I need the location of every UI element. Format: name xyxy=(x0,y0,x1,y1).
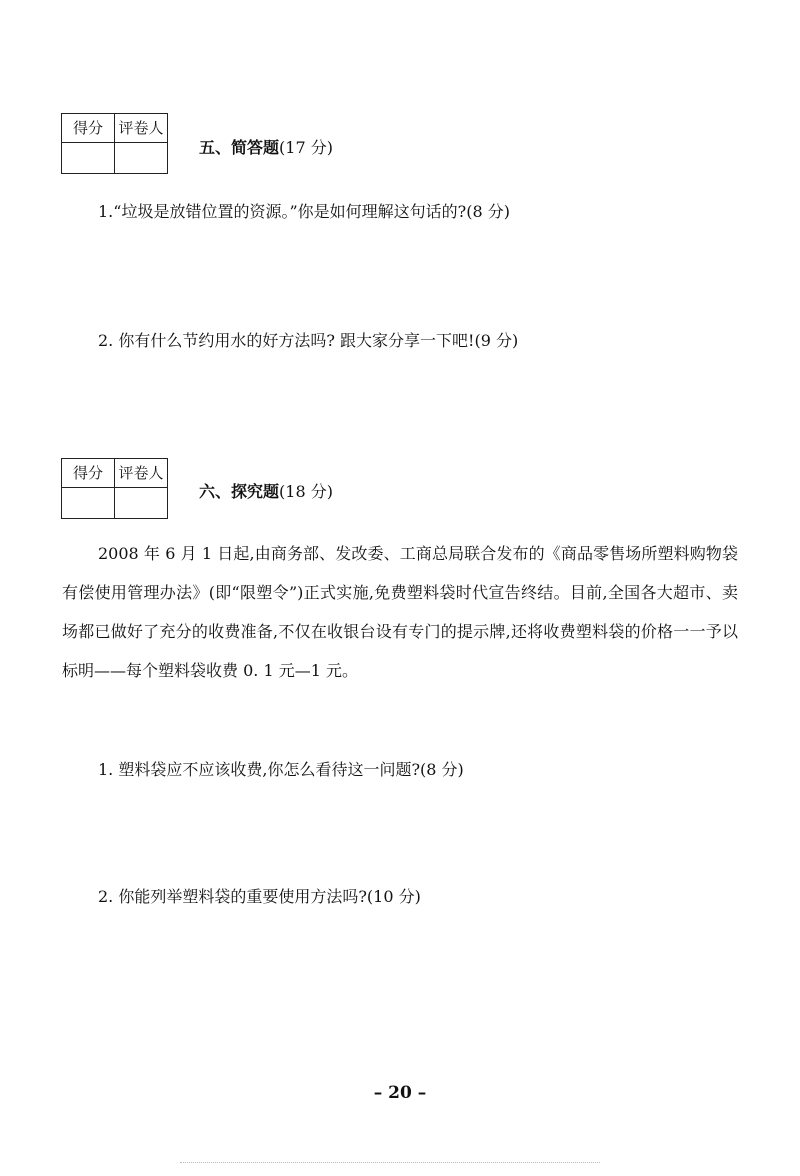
section-5-title xyxy=(199,135,333,158)
page-number: – 20 – xyxy=(373,1083,427,1103)
section-6-title-text: 六、探究题 xyxy=(199,482,280,501)
section-5-question-2: 2. 你有什么节约用水的好方法吗? 跟大家分享一下吧!(9 分) xyxy=(98,331,519,350)
section-6-question-2: 2. 你能列举塑料袋的重要使用方法吗?(10 分) xyxy=(98,887,421,906)
section-6-passage: 2008 年 6 月 1 日起,由商务部、发改委、工商总局联合发布的《商品零售场所塑料购物袋有偿使用管理办法》(即“限塑令”)正式实施,免费塑料袋时代宣告终结。目前,全国各大超市、卖场都已做好了充分的收费准备,不仅在收银台设有专门的提示牌,还将收费塑料袋的价格一一予以标明——每个塑料袋收费 0. 1 元—1 元。 xyxy=(62,544,738,680)
section-6-title xyxy=(199,479,333,502)
grader-cell xyxy=(115,488,168,519)
grader-label: 评卷人 xyxy=(115,459,168,488)
section-5-title-text: 五、简答题 xyxy=(199,138,280,157)
score-cell xyxy=(62,143,115,174)
section-5-points: (17 分) xyxy=(279,138,333,157)
section-5-question-1: 1.“垃圾是放错位置的资源。”你是如何理解这句话的?(8 分) xyxy=(98,202,510,221)
score-label: 得分 xyxy=(62,459,115,488)
grader-label: 评卷人 xyxy=(115,114,168,143)
scan-edge-artifact xyxy=(180,1162,600,1169)
section-6-question-1: 1. 塑料袋应不应该收费,你怎么看待这一问题?(8 分) xyxy=(98,760,464,779)
section-6-points: (18 分) xyxy=(279,482,333,501)
score-table-section-6 xyxy=(61,458,168,519)
grader-cell xyxy=(115,143,168,174)
score-table-section-5 xyxy=(61,113,168,174)
score-label: 得分 xyxy=(62,114,115,143)
score-cell xyxy=(62,488,115,519)
